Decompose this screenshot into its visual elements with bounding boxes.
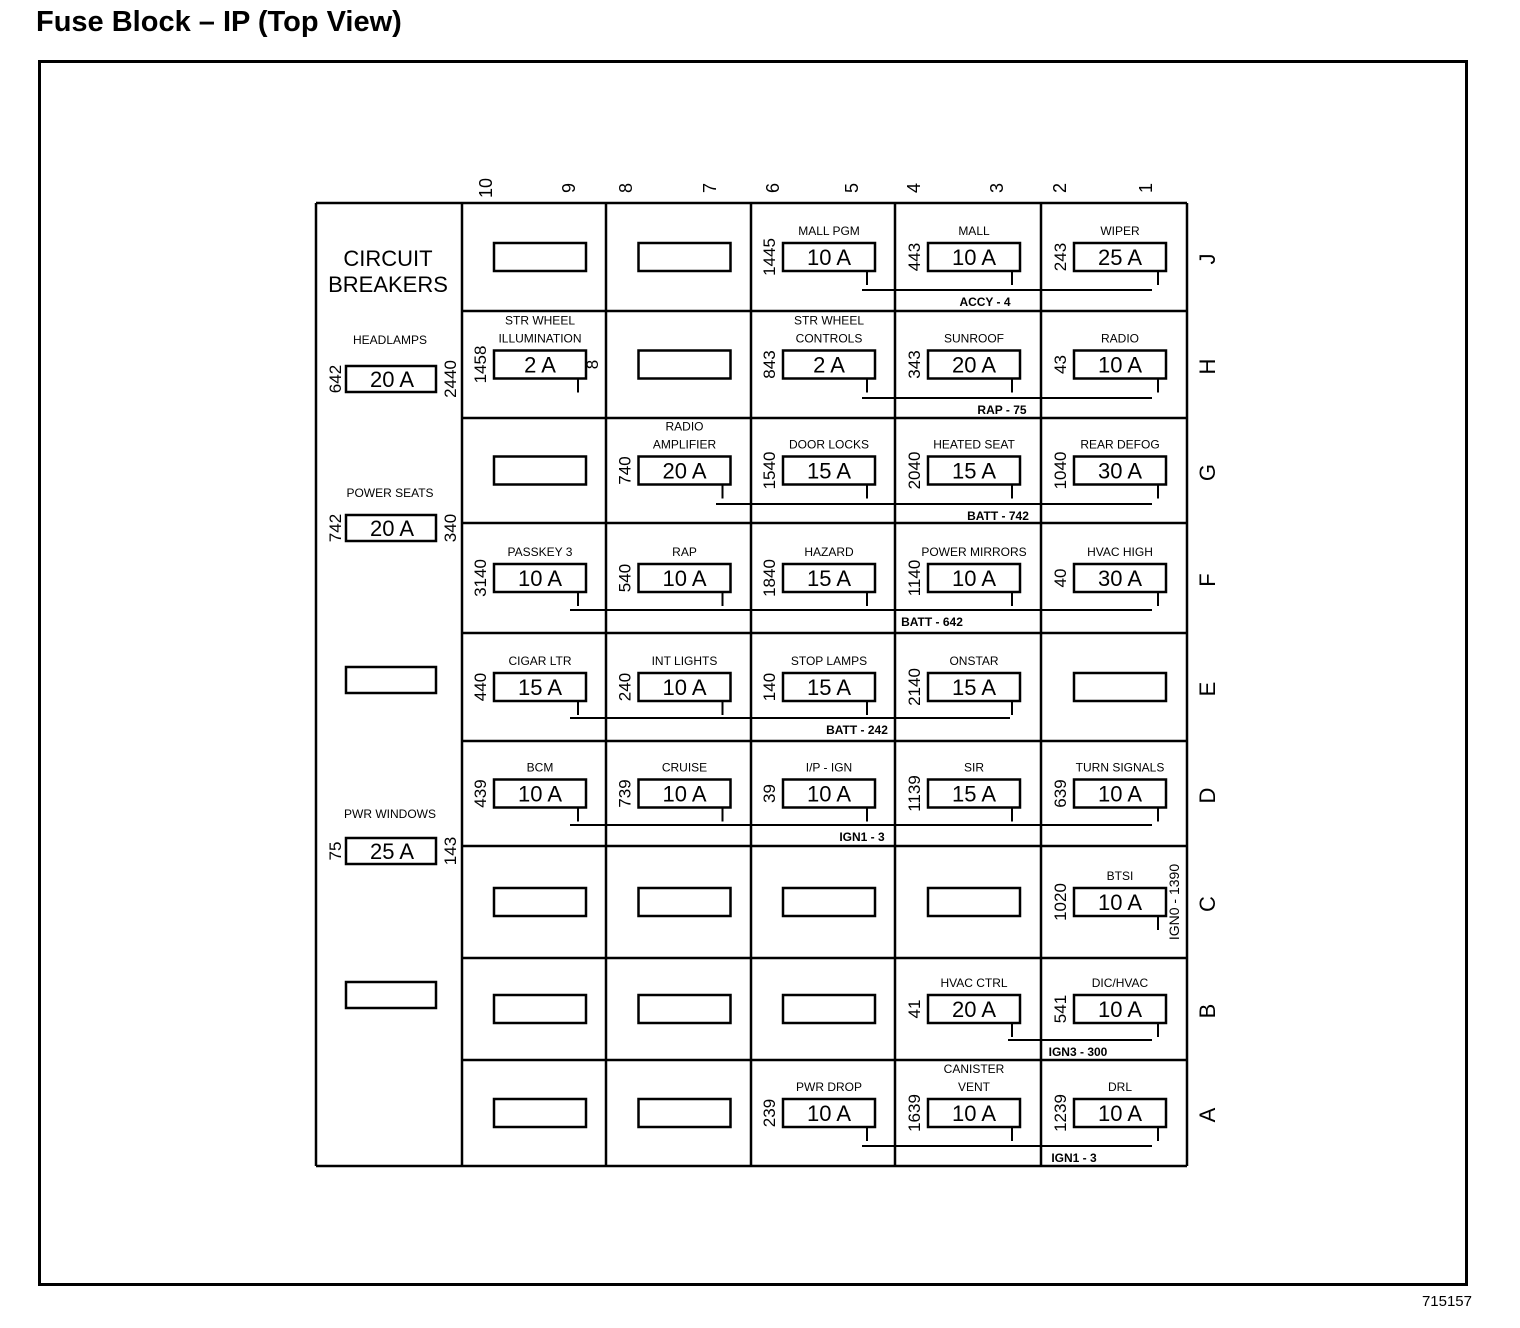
fuse-name: HEATED SEAT [933,437,1015,452]
circuit-breakers-heading: BREAKERS [328,272,448,297]
circuit-breaker-slot [346,667,436,693]
fuse-circuit-number: 1140 [905,559,924,597]
fuse-circuit-number: 1840 [760,559,779,597]
fuse-name: STR WHEEL [793,313,865,328]
fuse-slot [928,888,1020,916]
fuse-name: CANISTER [943,1062,1005,1076]
feed-label: IGN3 - 300 [1048,1045,1108,1059]
fuse-amps: 10 A [1097,890,1143,915]
fuse-amps: 2 A [813,352,845,378]
fuse-amps: 15 A [951,781,997,807]
fuse-amps: 20 A [662,458,707,484]
fuse-slot [494,457,586,485]
fuse-amps: 15 A [806,566,852,591]
column-number: 4 [904,182,924,194]
fuse-circuit-number: 1020 [1051,883,1070,921]
feed-label: IGN1 - 3 [1051,1151,1097,1165]
row-letter: A [1195,1107,1220,1123]
fuse-amps: 10 A [517,781,563,807]
fuse-circuit-number: 443 [905,242,924,272]
fuse-name: MALL [958,224,990,238]
fuse-name: DOOR LOCKS [788,437,870,452]
fuse-slot [639,243,731,271]
fuse-amps: 10 A [517,566,563,591]
figure-id: 715157 [1421,1293,1472,1310]
column-number: 8 [616,182,636,194]
fuse-name: ONSTAR [949,654,999,668]
fuse-amps: 10 A [951,1101,997,1126]
fuse-circuit-number: 3140 [471,559,490,597]
fuse-name: I/P - IGN [805,760,853,775]
page-title: Fuse Block – IP (Top View) [36,6,402,38]
fuse-name: HVAC CTRL [940,976,1008,990]
feed-label: IGN1 - 3 [839,830,885,844]
row-letter: D [1195,787,1220,804]
fuse-amps: 25 A [1097,245,1143,270]
fuse-name: HVAC HIGH [1087,545,1153,559]
fuse-name: SUNROOF [944,331,1004,346]
fuse-circuit-number: 1239 [1051,1094,1070,1132]
circuit-breaker-circuit-right: 340 [441,513,460,543]
fuse-name: BTSI [1106,869,1134,883]
fuse-slot [1074,673,1166,701]
circuit-breaker-amps: 25 A [369,839,415,864]
fuse-amps: 10 A [806,781,852,807]
fuse-name: DRL [1107,1080,1133,1094]
fuse-name: VENT [957,1080,991,1094]
feed-label: BATT - 742 [967,509,1029,523]
column-number: 1 [1136,182,1156,194]
fuse-slot [494,1099,586,1127]
fuse-name: STOP LAMPS [790,654,868,668]
row-letter: J [1195,253,1220,265]
fuse-name: WIPER [1100,224,1140,238]
fuse-circuit-number: 240 [615,672,635,702]
fuse-slot [494,243,586,271]
fuse-name: TURN SIGNALS [1075,760,1165,775]
fuse-circuit-number: 1139 [905,775,924,812]
fuse-amps: 15 A [951,458,997,484]
fuse-name: CONTROLS [795,331,863,346]
fuse-circuit-number: 39 [760,784,779,803]
fuse-circuit-number: 243 [1051,242,1070,272]
fuse-slot [494,888,586,916]
feed-label: BATT - 242 [826,723,888,737]
fuse-name: RAP [672,545,697,559]
fuse-circuit-number: 1040 [1051,451,1070,490]
fuse-name: CIGAR LTR [508,654,572,668]
fuse-name: BCM [526,760,554,775]
fuse-circuit-number: 40 [1051,568,1070,588]
circuit-breaker-amps: 20 A [369,516,415,541]
fuse-name: PWR DROP [796,1080,862,1094]
fuse-circuit-number: 739 [615,779,635,808]
column-number: 7 [700,182,720,194]
row-letter: C [1195,896,1220,912]
feed-label: ACCY - 4 [959,295,1011,309]
circuit-breaker-circuit-right: 2440 [441,360,460,398]
fuse-amps: 10 A [662,675,707,700]
column-number: 9 [559,182,579,194]
fuse-circuit-number: 439 [471,779,490,808]
fuse-name: INT LIGHTS [651,654,718,668]
column-number: 5 [842,182,862,194]
fuse-circuit-number: 540 [615,563,635,593]
fuse-circuit-number: 1639 [905,1094,924,1132]
fuse-amps: 15 A [806,675,852,700]
fuse-amps: 10 A [951,245,997,270]
fuse-amps: 10 A [662,566,707,591]
circuit-breaker-name: HEADLAMPS [352,333,428,347]
circuit-breakers-heading: CIRCUIT [343,246,433,271]
row-letter: F [1195,573,1220,587]
column-number: 6 [763,182,783,194]
fuse-name: HAZARD [804,545,854,559]
fuse-name: POWER MIRRORS [921,545,1027,559]
fuse-amps: 2 A [524,352,556,378]
fuse-amps: 20 A [951,352,997,378]
fuse-name: RADIO [1100,331,1140,346]
circuit-breaker-slot [346,982,436,1008]
fuse-circuit-number: 2040 [905,451,924,490]
fuse-name: MALL PGM [798,224,860,238]
fuse-name: SIR [963,760,985,775]
fuse-circuit-number: 140 [760,672,779,702]
fuse-amps: 15 A [517,675,563,700]
fuse-slot [783,888,875,916]
fuse-slot [639,1099,731,1127]
fuse-slot [494,995,586,1023]
feed-label: BATT - 642 [901,615,963,629]
row-letter: E [1195,681,1220,697]
fuse-circuit-number: 1445 [760,238,779,276]
fuse-circuit-number: 2140 [905,668,924,706]
fuse-name: PASSKEY 3 [507,545,573,559]
fuse-feed-circuit: IGN0 - 1390 [1166,863,1182,941]
fuse-slot [639,351,731,379]
fuse-amps: 10 A [1097,1101,1143,1126]
fuse-circuit-number: 843 [760,350,779,379]
fuse-circuit-number: 343 [905,350,924,379]
circuit-breaker-circuit-left: 742 [326,513,345,543]
feed-label: RAP - 75 [977,403,1027,417]
fuse-name: STR WHEEL [504,313,576,328]
circuit-breaker-amps: 20 A [369,367,415,392]
circuit-breaker-circuit-right: 143 [441,836,460,866]
fuse-name: CRUISE [661,760,708,775]
fuse-amps: 20 A [951,997,997,1022]
fuse-circuit-number: 239 [760,1098,779,1128]
fuse-amps: 30 A [1097,458,1143,484]
column-number: 2 [1050,182,1070,194]
circuit-breaker-name: PWR WINDOWS [344,807,436,821]
fuse-amps: 15 A [951,675,997,700]
row-letter: H [1195,358,1220,375]
fuse-circuit-number: 43 [1051,355,1070,374]
fuse-circuit-number: 740 [615,456,635,485]
fuse-circuit-number: 1540 [760,451,779,490]
fuse-amps: 10 A [951,566,997,591]
fuse-amps: 10 A [806,1101,852,1126]
fuse-name: REAR DEFOG [1080,437,1160,452]
fuse-amps: 10 A [1097,352,1143,378]
circuit-breaker-circuit-left: 642 [326,364,345,394]
fuse-name: AMPLIFIER [652,437,717,452]
row-letter: B [1195,1003,1220,1019]
fuse-name: DIC/HVAC [1091,976,1149,990]
fuse-amps: 10 A [662,781,707,807]
fuse-name: ILLUMINATION [498,331,582,346]
fuse-circuit-number-right: 8 [583,359,602,370]
fuse-circuit-number: 41 [905,999,924,1019]
fuse-slot [783,995,875,1023]
fuse-amps: 15 A [806,458,852,484]
fuse-amps: 10 A [1097,997,1143,1022]
fuse-amps: 30 A [1097,566,1143,591]
fuse-circuit-number: 541 [1051,994,1070,1024]
column-number: 3 [987,182,1007,194]
fuse-amps: 10 A [1097,781,1143,807]
fuse-circuit-number: 440 [471,672,490,702]
fuse-slot [639,888,731,916]
fuse-slot [639,995,731,1023]
fuse-name: RADIO [665,419,704,434]
fuse-amps: 10 A [806,245,852,270]
fuse-circuit-number: 639 [1051,779,1070,808]
fuse-circuit-number: 1458 [471,345,490,384]
column-number: 10 [476,177,496,199]
circuit-breaker-circuit-left: 75 [326,841,345,861]
row-letter: G [1195,463,1220,482]
circuit-breaker-name: POWER SEATS [346,486,434,500]
